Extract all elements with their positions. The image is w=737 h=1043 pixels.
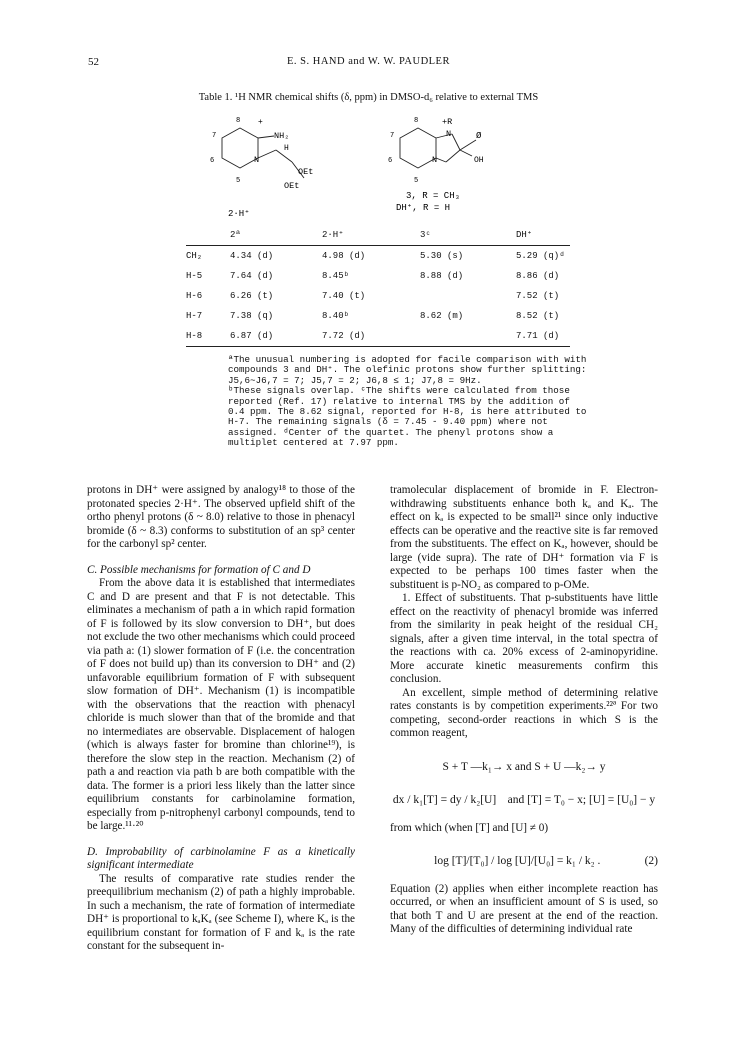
atom-label: N [432,155,438,165]
table-cell: 7.64 (d) [230,271,274,281]
structure-2H [222,128,304,178]
paragraph: From the above data it is established that intermediates C and D are present and that F is not detectable. This eliminates a mechanism of path a in which rapid formation of F is followed by its slow conversion to DH⁺, but does not exclude the two other mechanisms which could proceed via path a: (1) slower formation of F (i.e. the concentration of F does not build up) than its conversion to DH⁺ and (2) unfavorable equilibrium formation of F with subsequent slow formation of DH⁺. Mechanism (1) is incompatible with the observations that the reaction with phenacyl chloride is much slower than that of the bromide and that no intermediates are observable. Displacement of halogen (which is always faster for bromine than chlorine¹⁹), is therefore the slow step in the reaction. Mechanism (2) of path a and reaction via path b are both compatible with the data. The former is a priori less likely than the latter since equilibrium constants for carbinolamine formation, especially from p-nitrophenyl carbonyl compounds, tend to be large.¹¹·²⁰ [87,577,355,832]
atom-label: 8 [236,117,241,125]
table-cell: 6.87 (d) [230,331,274,341]
atom-label: 8 [414,117,419,125]
atom-label: N [446,129,452,139]
atom-label: 7 [212,132,217,140]
table-cell: 5.29 (q)ᵈ [516,251,565,261]
atom-label: 5 [414,177,419,185]
atom-label: 6 [388,157,393,165]
table-cell: 8.62 (m) [420,311,464,321]
paragraph: tramolecular displacement of bromide in F. Electron-withdrawing substituents enhance both kₐ and Kₐ. The effect on kₐ is expected to be small²¹ since only inductive effects can be operative and the reactive site is far removed from the substituents. The effect on Kₐ, however, should be large (vide supra). The rate of DH⁺ formation via F is expected to be perhaps 100 times faster when the substituent is p-NO₂ as compared to p-OMe. [390,484,658,591]
atom-label: 7 [390,132,395,140]
atom-label: OEt [284,181,300,191]
table-cell: 7.72 (d) [322,331,366,341]
table-header: DH⁺ [516,230,533,240]
table-header: 2·H⁺ [322,230,344,240]
section-heading: D. Improbability of carbinolamine F as a kinetically significant intermediate [87,845,355,871]
table-header: 2ª [230,230,241,240]
structure-label: DH⁺, R = H [396,203,451,213]
equation-2 [390,855,658,869]
table-footnotes [228,355,588,449]
table-header: 3ᶜ [420,230,431,240]
paragraph: An excellent, simple method of determining relative rates constants is by competition experiments.²²ª For two competing, second-order reactions in which S is the common reagent, [390,686,658,739]
table-row [186,306,570,326]
table-cell: 4.34 (d) [230,251,274,261]
right-column [390,484,658,937]
paragraph: from which (when [T] and [U] ≠ 0) [390,821,549,834]
footnote: ᵇThese signals overlap. ᶜThe shifts were calculated from those reported (Ref. 17) relative to internal TMS by the addition of 0.4 ppm. The 8.62 signal, reported for H-8, is here attributed to H-7. The remaining signals (δ = 7.45 - 9.40 ppm) where not assigned. ᵈCenter of the quartet. The phenyl protons show a multiplet centered at 7.97 ppm. [228,385,587,449]
atom-label: N [254,155,260,165]
table-row [186,266,570,286]
table-cell: CH₂ [186,251,203,261]
table-rule [186,346,570,347]
table-cell: H-6 [186,291,203,301]
equation-number: (2) [644,855,658,867]
table-row [186,286,570,306]
table-cell: H-5 [186,271,203,281]
table-row [186,246,570,266]
paragraph: The results of comparative rate studies render the preequilibrium mechanism (2) of path a highly improbable. In such a mechanism, the rate of formation of intermediate DH⁺ is proportional to kₐKₐ (see Scheme I), where Kₐ is the equilibrium constant for formation of F and kₐ is the rate constant for the subsequent in- [87,872,355,952]
equation-1: S + T —k₁→ x and S + U —k₂→ y [442,760,606,773]
left-column [87,484,355,954]
table-cell: 8.52 (t) [516,311,560,321]
equation-rates [390,794,658,808]
nmr-table [186,224,570,346]
atom-label: 5 [236,177,241,185]
paragraph: Equation (2) applies when either incomplete reaction has occurred, or when an insufficient amount of S is used, so that both T and U are present at the end of the reaction. Many of the difficulties of determining individual rate [390,882,658,935]
page-number: 52 [88,56,99,68]
table-cell: 6.26 (t) [230,291,274,301]
footnote: ªThe unusual numbering is adopted for facile comparison with with compounds 3 and DH⁺. The olefinic protons show further splitting: J5,6~J6,7 = 7; J5,7 = 2; J6,8 ≤ 1; J7,8 = 9Hz. [228,354,587,386]
table-cell [420,326,516,346]
equation-fraction: dx / k₁[T] = dy / k₂[U] [392,794,497,806]
table-rule [186,245,570,246]
table-caption: Table 1. ¹H NMR chemical shifts (δ, ppm) in DMSO-d₆ relative to external TMS [198,92,539,103]
atom-label: 6 [210,157,215,165]
atom-label: H [284,144,289,153]
atom-label: +R [442,117,453,127]
equation-ratio: log [T]/[T₀] / log [U]/[U₀] = k₁ / k₂ . [434,855,601,867]
running-head: E. S. HAND and W. W. PAUDLER [287,56,450,67]
table-cell [420,286,516,306]
atom-label: NH₂ [274,131,290,141]
section-heading: C. Possible mechanisms for formation of C and D [87,563,311,576]
atom-label: OEt [298,167,314,177]
chemical-structures [180,110,540,220]
table-cell: 4.98 (d) [322,251,366,261]
table-header [186,224,230,246]
paragraph: protons in DH⁺ were assigned by analogy¹⁸ to those of the protonated species 2·H⁺. The observed upfield shift of the ortho phenyl protons (δ ~ 8.0) relative to those in phenacyl bromide (δ ~ 8.3) conforms to substitution of an sp³ center for the carbonyl sp² center. [87,484,355,550]
table-cell: 7.71 (d) [516,331,560,341]
table-cell: 7.38 (q) [230,311,274,321]
table-header-row [186,224,570,246]
structure-3-DH [400,128,476,168]
table-cell: 8.86 (d) [516,271,560,281]
equation-conditions: and [T] = T₀ − x; [U] = [U₀] − y [507,794,656,806]
table-cell: 7.52 (t) [516,291,560,301]
table-cell: 5.30 (s) [420,251,464,261]
table-cell: 7.40 (t) [322,291,366,301]
table-row [186,326,570,346]
table-cell: 8.88 (d) [420,271,464,281]
table-cell: 8.40ᵇ [322,311,350,321]
atom-label: OH [474,156,484,165]
table-cell: H-8 [186,331,203,341]
paragraph: 1. Effect of substituents. That p-substituents have little effect on the reactivity of phenacyl bromide was inferred from the similarity in peak height of the residual CH₂ signals, after a given time interval, in the total spectra of the reactions with ca. 20% excess of 2-aminopyridine. More accurate kinetic measurements confirm this conclusion. [390,592,658,685]
atom-label: + [258,118,263,127]
atom-label: Ø [476,131,482,141]
table-cell: H-7 [186,311,203,321]
table-cell: 8.45ᵇ [322,271,350,281]
structure-label: 2·H⁺ [228,209,250,219]
structure-label: 3, R = CH₃ [406,191,461,201]
